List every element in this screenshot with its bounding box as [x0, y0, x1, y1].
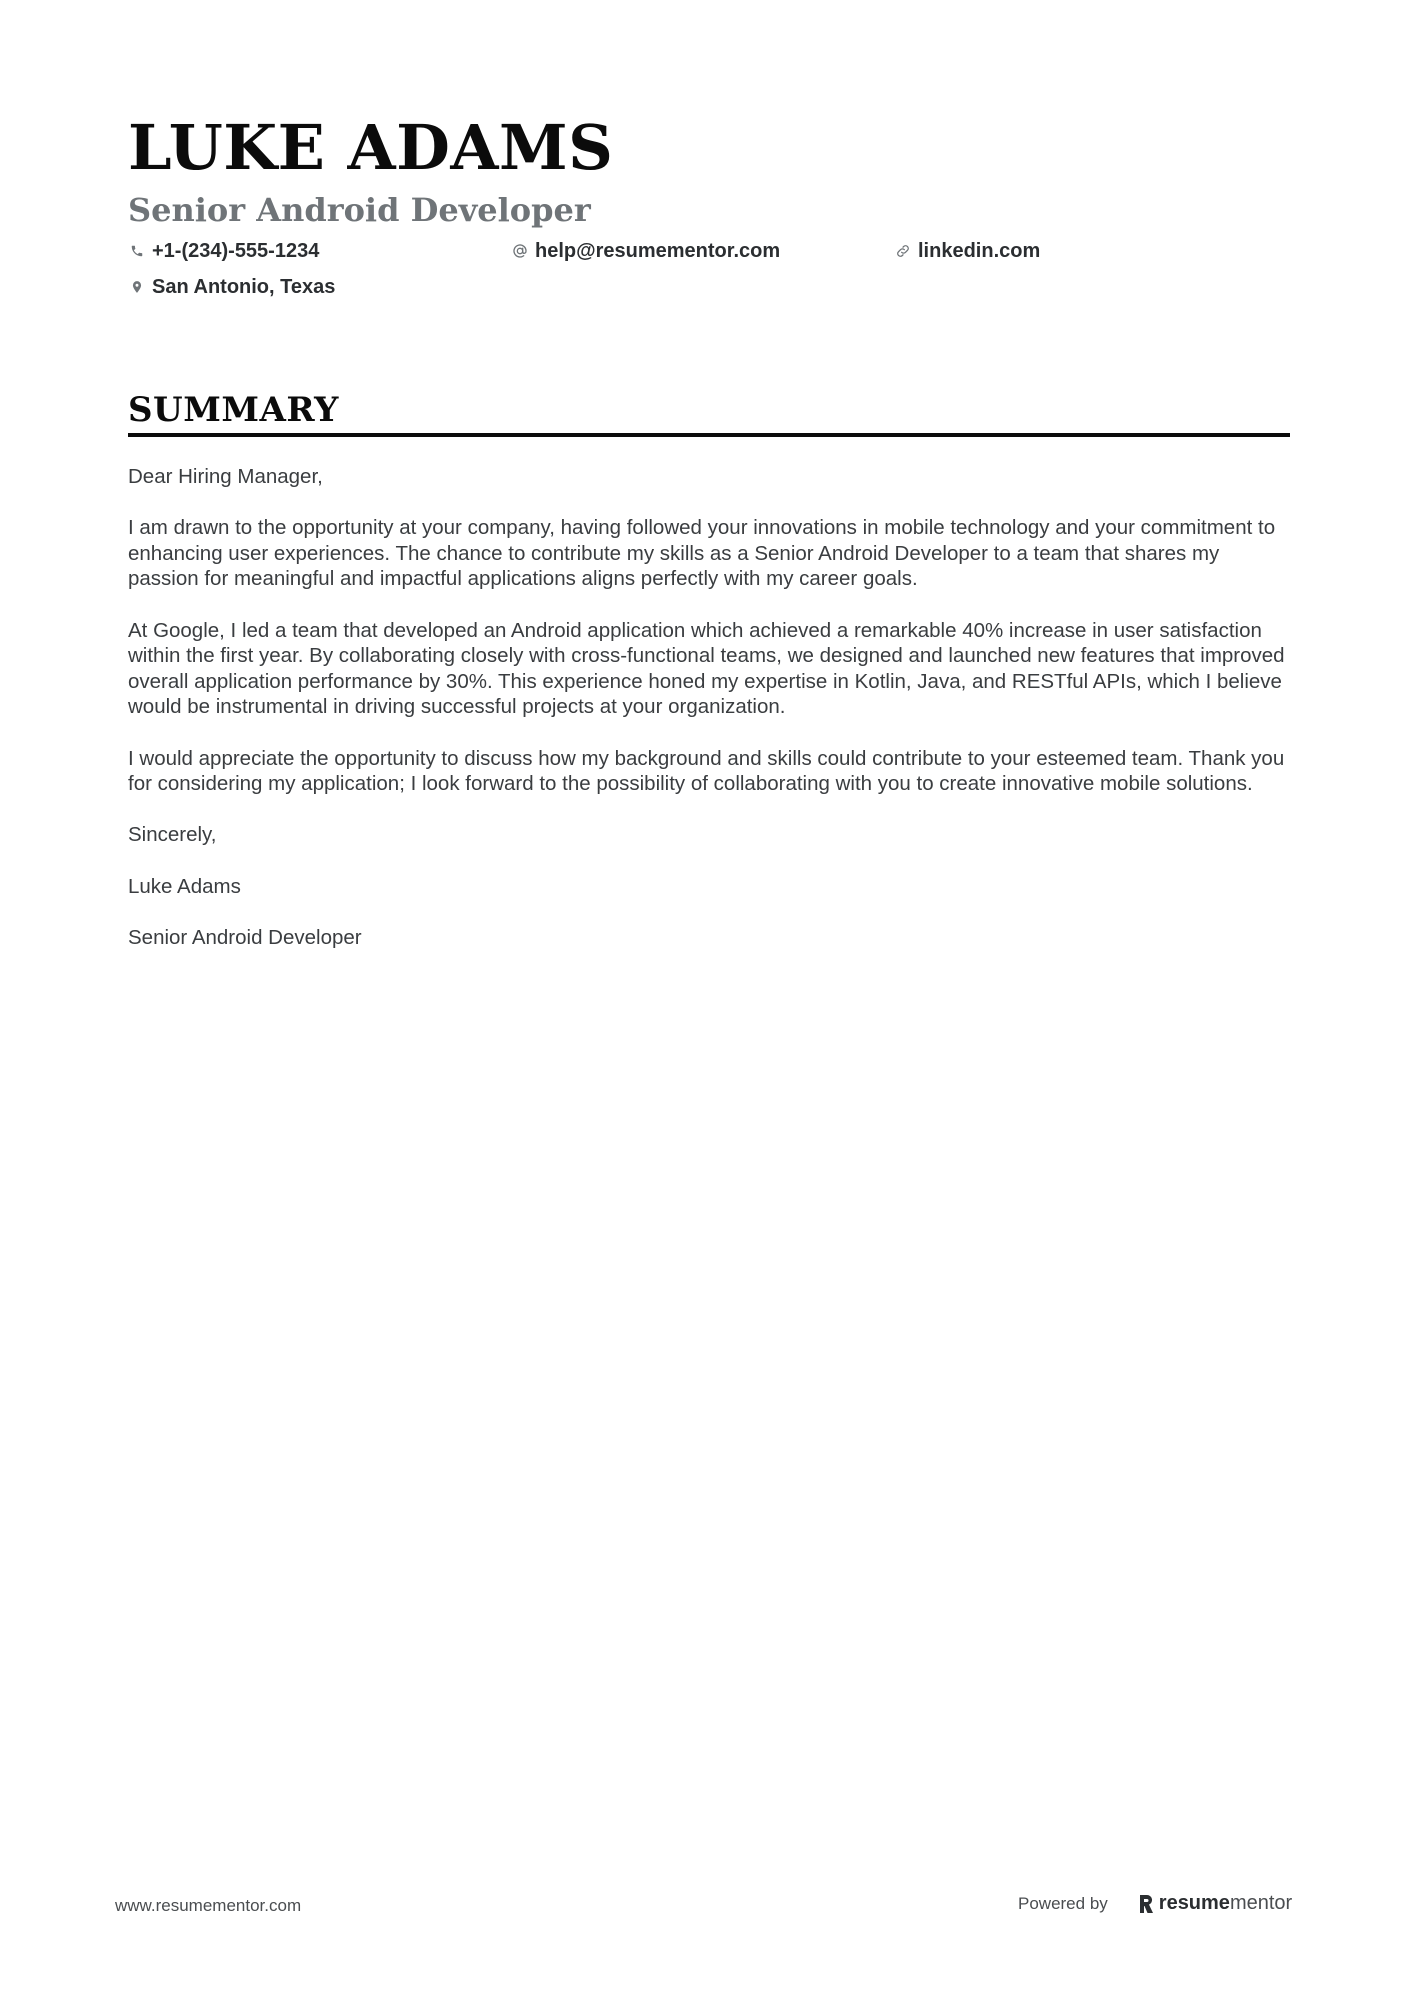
contact-location	[128, 274, 335, 300]
at-icon	[511, 242, 529, 260]
brand-text-bold: resume	[1158, 1892, 1230, 1914]
link-icon	[894, 242, 912, 260]
location-text: San Antonio, Texas	[152, 276, 336, 298]
phone-icon	[128, 242, 146, 260]
linkedin-text: linkedin.com	[918, 240, 1041, 262]
candidate-title: Senior Android Developer	[128, 191, 591, 229]
resumementor-logo[interactable]	[1138, 1892, 1292, 1915]
candidate-name: LUKE ADAMS	[128, 111, 614, 184]
letter-closing: Sincerely,	[128, 823, 217, 847]
letter-paragraph: At Google, I led a team that developed an Android application which achieved a remarkable 40% increase in user satisfaction within the first year. By collaborating closely with cross-functional teams, we designed and launched new features that improved overall application performance by 30%. This experience honed my expertise in Kotlin, Java, and RESTful APIs, which I believe would be instrumental in driving successful projects at your organization.	[128, 618, 1285, 719]
contact-email[interactable]	[511, 238, 780, 264]
resumementor-logo-icon	[1138, 1893, 1154, 1915]
signature-name: Luke Adams	[128, 874, 241, 898]
footer-website[interactable]: www.resumementor.com	[115, 1896, 302, 1915]
cover-letter-body	[128, 464, 1290, 976]
contact-info	[128, 238, 1290, 318]
powered-by-label: Powered by	[1018, 1893, 1108, 1913]
section-title-summary: SUMMARY	[128, 390, 339, 430]
location-pin-icon	[128, 278, 146, 296]
resume-header	[128, 110, 1290, 318]
letter-paragraph: I am drawn to the opportunity at your company, having followed your innovations in mobile technology and your commitment to enhancing user experiences. The chance to contribute my skills as a Senior Android Developer to a team that shares my passion for meaningful and impactful applications aligns perfectly with my career goals.	[128, 516, 1276, 591]
brand-text-light: mentor	[1229, 1892, 1293, 1914]
email-text: help@resumementor.com	[535, 240, 781, 262]
section-divider	[128, 433, 1290, 437]
signature-title: Senior Android Developer	[128, 925, 362, 949]
letter-greeting: Dear Hiring Manager,	[128, 465, 323, 488]
letter-paragraph: I would appreciate the opportunity to discuss how my background and skills could contribute to your esteemed team. Thank you for considering my application; I look forward to the possibility of collaborating with you to create innovative mobile solutions.	[128, 746, 1285, 796]
contact-phone	[128, 238, 319, 264]
footer-branding	[1018, 1892, 1292, 1915]
contact-linkedin[interactable]	[894, 238, 1040, 264]
phone-text: +1-(234)-555-1234	[152, 240, 320, 262]
